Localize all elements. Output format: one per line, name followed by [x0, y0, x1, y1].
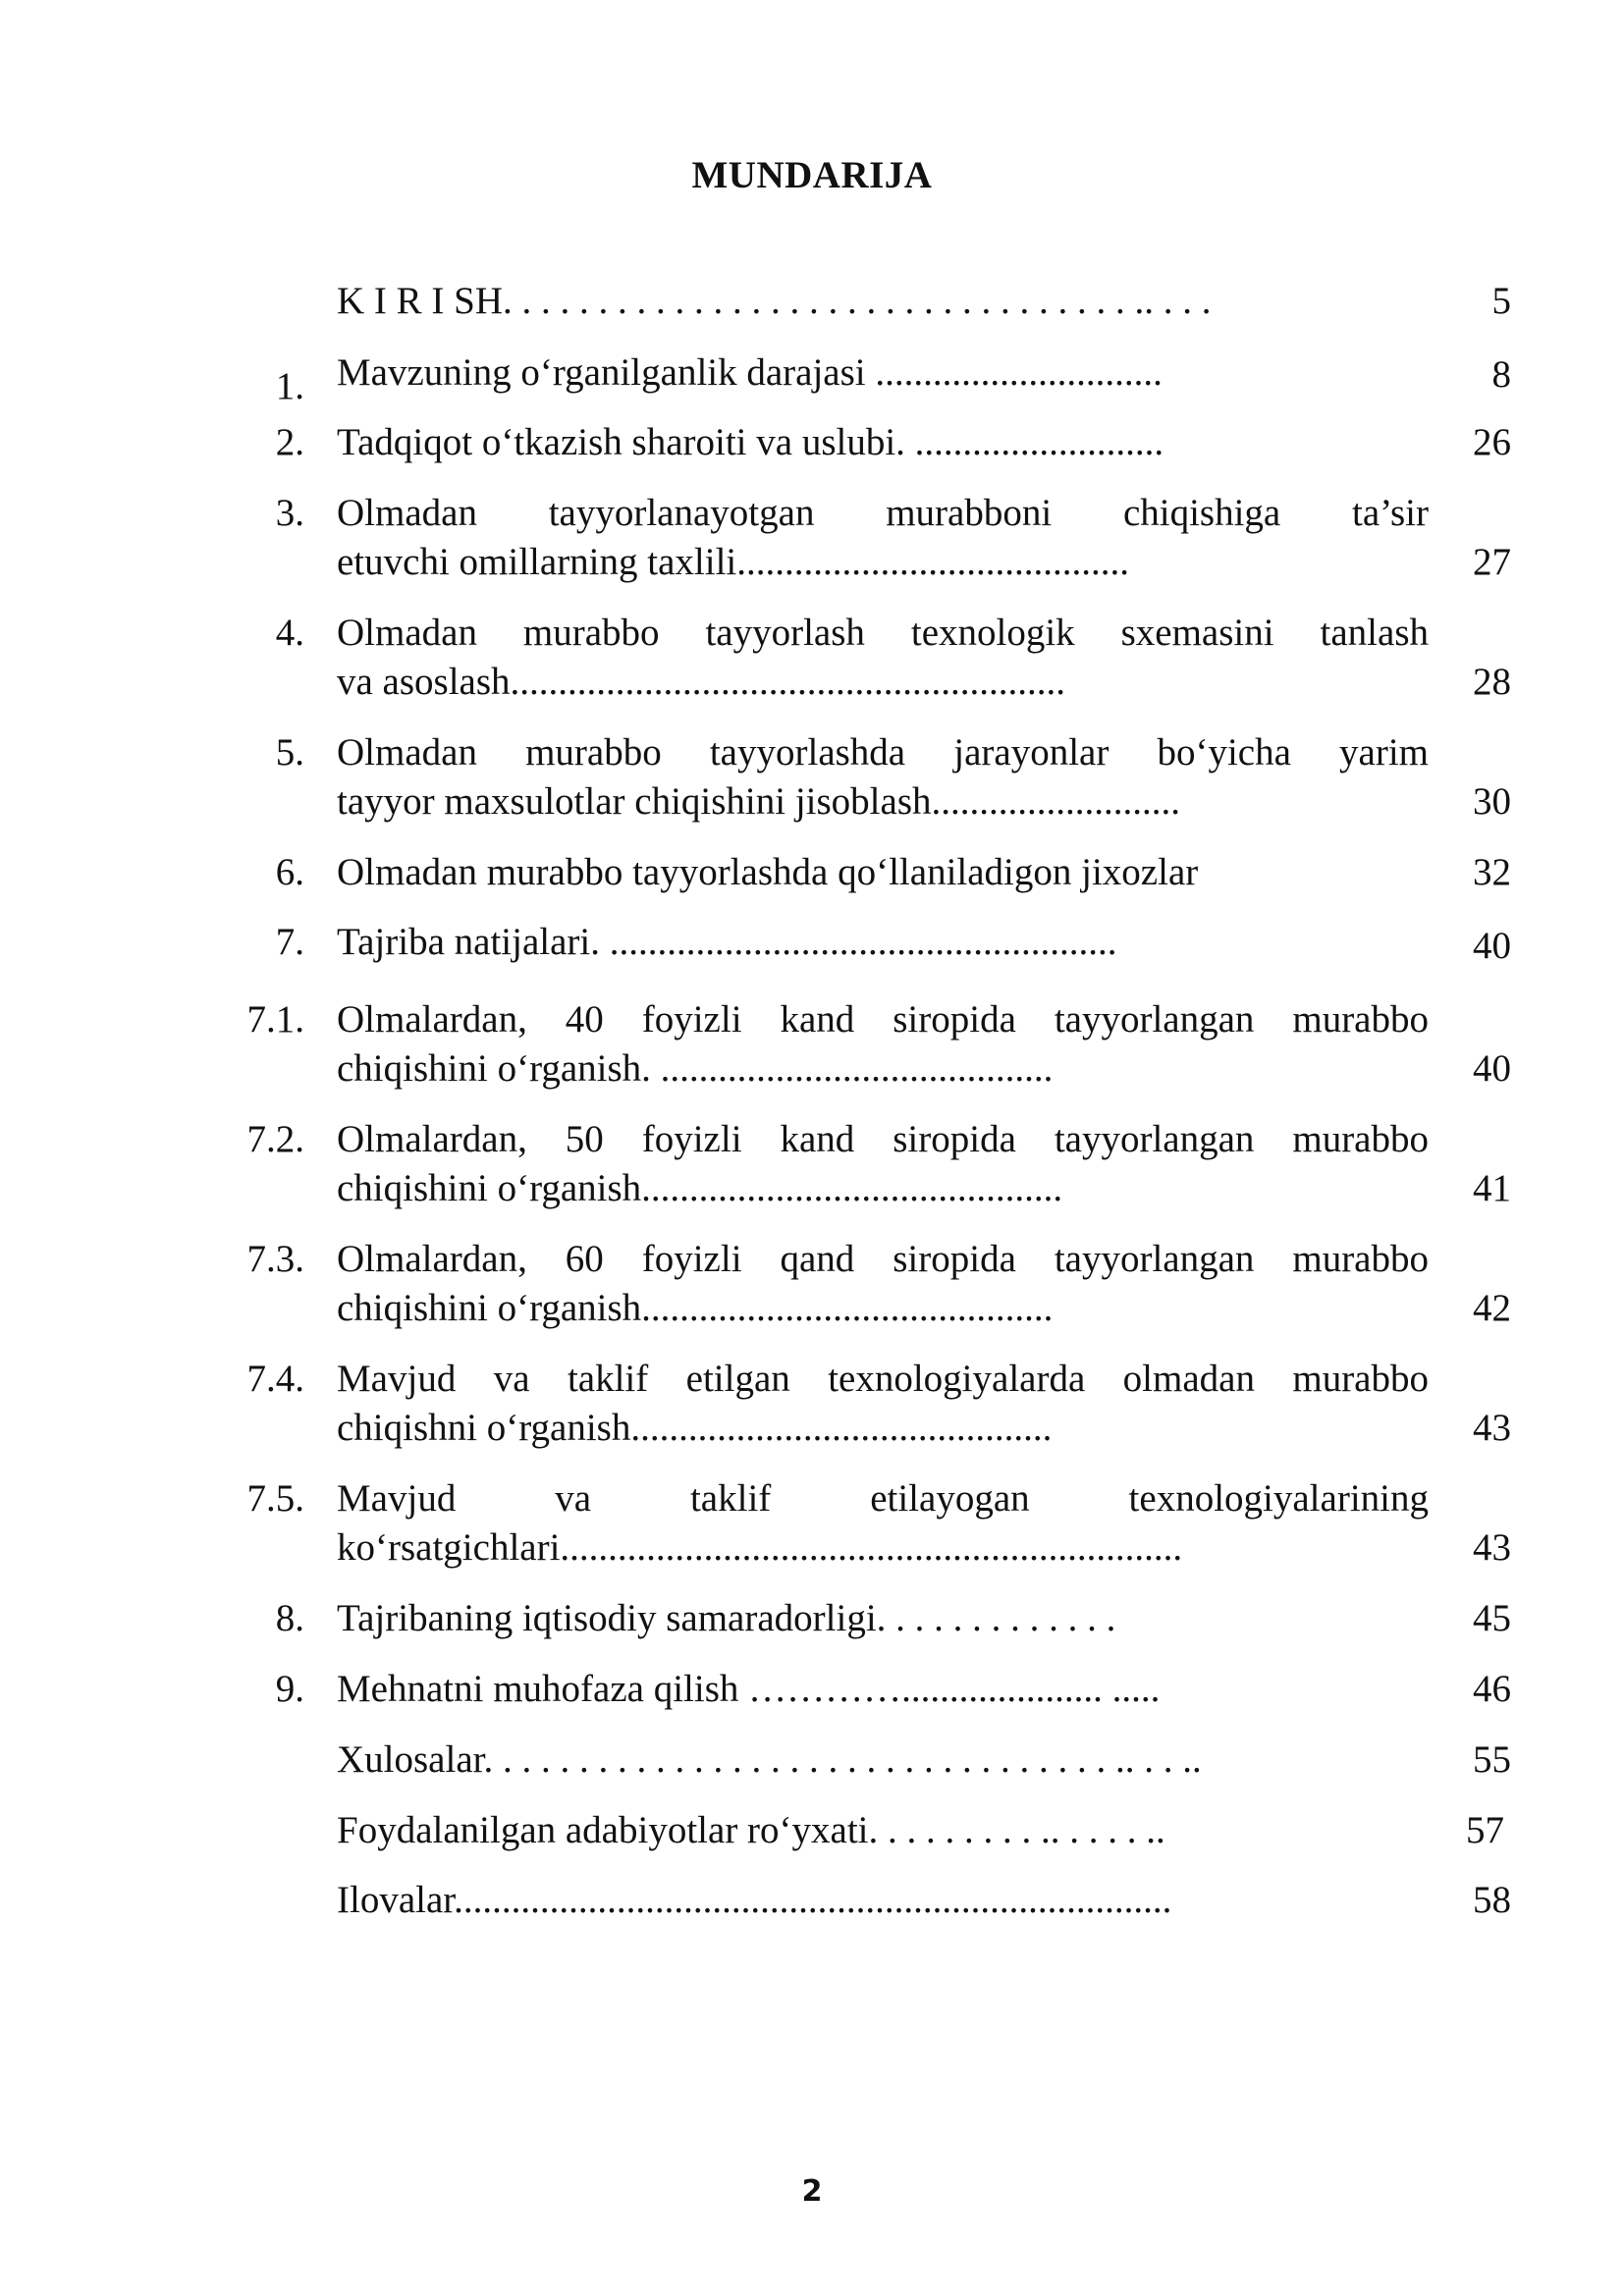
- toc-entry-page-number: 5: [1491, 280, 1511, 322]
- toc-entry-page-number: 55: [1473, 1738, 1511, 1781]
- toc-entry-title-line: Mavzuning o‘rganilganlik darajasi ..............................: [337, 351, 1163, 394]
- toc-entry-number: 7.4.: [246, 1358, 304, 1400]
- footer-page-number: 2: [801, 2174, 823, 2209]
- toc-entry-number: 2.: [275, 421, 304, 463]
- toc-entry-title-line: Xulosalar. . . . . . . . . . . . . . . . . . . . . . . . . . . . . . . . . .. . . ..: [337, 1738, 1202, 1781]
- toc-entry-title-line: K I R I SH. . . . . . . . . . . . . . . . . . . . . . . . . . . . . . . . . .. . . .: [337, 280, 1212, 322]
- toc-entry-title-line: Olmadan tayyorlanayotgan murabboni chiqishiga ta’sir: [337, 492, 1429, 534]
- toc-entry-title: [337, 609, 1429, 707]
- toc-entry-page-number: 30: [1473, 780, 1511, 823]
- toc-entry-number: 1.: [275, 365, 304, 407]
- toc-entry-title: [337, 418, 1429, 467]
- toc-entry-title-line: Ilovalar...........................................................................: [337, 1879, 1172, 1921]
- toc-entry-page-number: 26: [1473, 421, 1511, 463]
- toc-entry-page-number: 41: [1473, 1167, 1511, 1209]
- toc-entry-number: 9.: [275, 1668, 304, 1710]
- toc-entry-number: 8.: [275, 1597, 304, 1639]
- toc-entry-title-line: etuvchi omillarning taxlili.........................................: [337, 541, 1130, 583]
- toc-entry-title-line: chiqishini o‘rganish. .........................................: [337, 1047, 1054, 1090]
- toc-entry-title-line: Tadqiqot o‘tkazish sharoiti va uslubi. ..........................: [337, 421, 1164, 463]
- toc-entry-page-number: 8: [1491, 353, 1511, 396]
- toc-entry-title-line: Mehnatni muhofaza qilish …………..................... .....: [337, 1668, 1161, 1710]
- toc-entry-number: 7.2.: [246, 1118, 304, 1160]
- toc-entry-page-number: 57: [1466, 1809, 1504, 1851]
- toc-entry-page-number: 40: [1473, 925, 1511, 967]
- toc-entry-title: [337, 1355, 1429, 1453]
- toc-entry-title-line: Foydalanilgan adabiyotlar ro‘yxati. . . . . . . . . .. . . . . ..: [337, 1809, 1165, 1851]
- toc-entry-title: [337, 1594, 1429, 1643]
- toc-entry-title-line: Mavjud va taklif etilayogan texnologiyalarining: [337, 1477, 1429, 1520]
- toc-entry-page-number: 28: [1473, 661, 1511, 703]
- page-title: MUNDARIJA: [691, 154, 933, 196]
- toc-entry-title-line: ko‘rsatgichlari.................................................................: [337, 1526, 1183, 1569]
- toc-entry-page-number: 27: [1473, 541, 1511, 583]
- toc-entry-title-line: Tajribaning iqtisodiy samaradorligi. . . . . . . . . . . . .: [337, 1597, 1116, 1639]
- toc-entry-title: [337, 728, 1429, 827]
- toc-entry-number: 7.3.: [246, 1238, 304, 1280]
- toc-entry-page-number: 58: [1473, 1879, 1511, 1921]
- toc-entry-number: 4.: [275, 612, 304, 654]
- toc-entry-page-number: 43: [1473, 1407, 1511, 1449]
- toc-entry-title-line: va asoslash..........................................................: [337, 661, 1066, 703]
- toc-entry-title: [337, 848, 1429, 897]
- toc-entry-title: [337, 1115, 1429, 1213]
- toc-entry-title-line: tayyor maxsulotlar chiqishini jisoblash..........................: [337, 780, 1181, 823]
- toc-entry-title-line: Olmalardan, 40 foyizli kand siropida tayyorlangan murabbo: [337, 998, 1429, 1041]
- toc-entry-page-number: 46: [1473, 1668, 1511, 1710]
- toc-entry-title: [337, 489, 1429, 587]
- toc-entry-number: 5.: [275, 731, 304, 774]
- toc-entry-number: 7.1.: [246, 998, 304, 1041]
- toc-entry-page-number: 43: [1473, 1526, 1511, 1569]
- toc-entry-title-line: Olmadan murabbo tayyorlash texnologik sxemasini tanlash: [337, 612, 1429, 654]
- toc-entry-number: 3.: [275, 492, 304, 534]
- toc-entry-page-number: 32: [1473, 851, 1511, 893]
- toc-entry-page-number: 42: [1473, 1287, 1511, 1329]
- toc-entry-title: [337, 348, 1429, 398]
- toc-entry-title: [337, 1474, 1429, 1573]
- toc-entry-title-line: Olmadan murabbo tayyorlashda jarayonlar bo‘yicha yarim: [337, 731, 1429, 774]
- toc-entry-title: [337, 918, 1429, 967]
- toc-entry-number: 7.: [275, 921, 304, 963]
- toc-entry-title-line: chiqishini o‘rganish...........................................: [337, 1287, 1054, 1329]
- toc-entry-title-line: chiqishini o‘rganish............................................: [337, 1167, 1063, 1209]
- toc-entry-title-line: Olmadan murabbo tayyorlashda qo‘llaniladigon jixozlar: [337, 851, 1199, 893]
- toc-entry-title: [337, 995, 1429, 1094]
- toc-entry-number: 6.: [275, 851, 304, 893]
- toc-entry-title-line: chiqishni o‘rganish............................................: [337, 1407, 1053, 1449]
- toc-entry-title: [337, 1876, 1429, 1925]
- toc-entry-title-line: Olmalardan, 50 foyizli kand siropida tayyorlangan murabbo: [337, 1118, 1429, 1160]
- toc-entry-page-number: 45: [1473, 1597, 1511, 1639]
- toc-entry-title-line: Mavjud va taklif etilgan texnologiyalarda olmadan murabbo: [337, 1358, 1429, 1400]
- toc-entry-title-line: Tajriba natijalari. .....................................................: [337, 921, 1117, 963]
- toc-entry-title-line: Olmalardan, 60 foyizli qand siropida tayyorlangan murabbo: [337, 1238, 1429, 1280]
- toc-entry-number: 7.5.: [246, 1477, 304, 1520]
- toc-entry-title: [337, 1806, 1429, 1855]
- toc-entry-title: [337, 1235, 1429, 1333]
- toc-entry-title: [337, 1665, 1429, 1714]
- toc-entry-title: [337, 277, 1429, 326]
- toc-entry-title: [337, 1735, 1429, 1785]
- toc-entry-page-number: 40: [1473, 1047, 1511, 1090]
